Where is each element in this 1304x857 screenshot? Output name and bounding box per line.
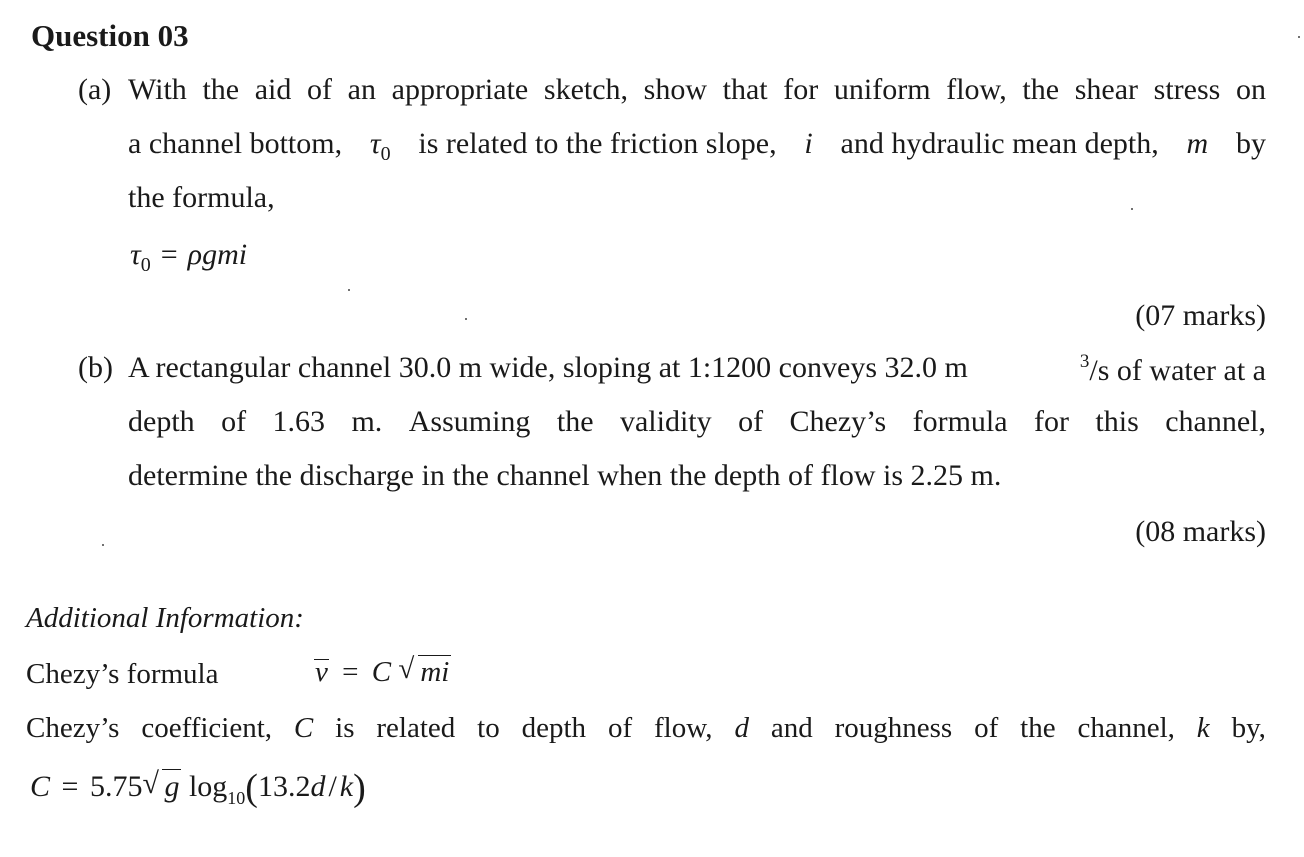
part-b-line-1-pre: A rectangular channel 30.0 m wide, sloping at 1:1200 conveys 32.0 m xyxy=(128,351,968,384)
friction-slope-symbol: i xyxy=(804,127,813,160)
word: that xyxy=(722,73,768,106)
word: to xyxy=(477,712,500,744)
word: roughness xyxy=(834,712,953,744)
part-a-line-2-mid2: and hydraulic mean depth, xyxy=(840,127,1159,160)
word: formula xyxy=(912,405,1008,438)
scan-speck xyxy=(465,318,467,320)
part-b-marks: (08 marks) xyxy=(1135,515,1266,548)
word: on xyxy=(1235,73,1266,106)
word: for xyxy=(783,73,819,106)
word: of xyxy=(738,405,764,438)
word: by, xyxy=(1231,712,1266,744)
sqrt-mi: √ mi xyxy=(398,653,450,688)
shear-stress-equation: $\tau_0 = \rho gmi$ xyxy=(130,238,248,276)
chezy-coefficient-line xyxy=(26,712,1266,745)
word: Chezy’s xyxy=(789,405,887,438)
word: shear xyxy=(1074,73,1138,106)
chezy-formula-label: Chezy’s formula xyxy=(26,658,219,690)
word: d xyxy=(734,712,749,744)
part-b-line-1 xyxy=(128,351,1266,388)
scan-speck xyxy=(348,289,350,291)
word: Chezy’s xyxy=(26,712,120,744)
word: an xyxy=(347,73,376,106)
word: depth xyxy=(521,712,587,744)
word: for xyxy=(1034,405,1069,438)
word: of xyxy=(974,712,999,744)
word: C xyxy=(293,712,314,744)
word: depth xyxy=(128,405,195,438)
word: this xyxy=(1095,405,1139,438)
scan-speck xyxy=(1131,208,1133,210)
part-a-line-2-pre: a channel bottom, xyxy=(128,127,343,160)
word: m. xyxy=(351,405,383,438)
part-b-line-2 xyxy=(128,405,1266,439)
word: 1.63 xyxy=(272,405,326,438)
part-a-label: (a) xyxy=(78,73,112,106)
chezy-formula: v = C √ mi xyxy=(315,653,450,688)
scan-speck xyxy=(102,544,104,546)
word: appropriate xyxy=(391,73,529,106)
scan-speck xyxy=(1298,36,1300,38)
tau-zero-symbol: $\tau_0$ xyxy=(369,127,391,165)
word: k xyxy=(1196,712,1210,744)
word: aid xyxy=(254,73,292,106)
part-a-line-1 xyxy=(128,73,1266,107)
word: stress xyxy=(1153,73,1221,106)
mean-depth-symbol: m xyxy=(1186,127,1209,160)
word: is xyxy=(335,712,355,744)
word: sketch, xyxy=(543,73,629,106)
part-a-marks: (07 marks) xyxy=(1135,299,1266,332)
part-b-label: (b) xyxy=(78,351,113,384)
question-heading: Question 03 xyxy=(31,18,189,53)
word: of xyxy=(221,405,247,438)
word: uniform xyxy=(833,73,931,106)
word: channel, xyxy=(1077,712,1175,744)
word: of xyxy=(307,73,333,106)
part-b-line-1-tail: $^3$/s of water at a xyxy=(1079,351,1266,387)
word: With xyxy=(128,73,187,106)
part-a-line-2-mid1: is related to the friction slope, xyxy=(418,127,777,160)
word: the xyxy=(556,405,594,438)
chezy-coefficient-formula: C = 5.75 √ g $\log_{10}(13.2d / k)$ xyxy=(30,767,366,809)
word: validity xyxy=(619,405,712,438)
word: Assuming xyxy=(408,405,531,438)
sqrt-g: √ g xyxy=(142,767,180,803)
part-b-line-3: determine the discharge in the channel when the depth of flow is 2.25 m. xyxy=(128,459,1002,492)
word: related xyxy=(376,712,456,744)
word: the xyxy=(1022,73,1060,106)
word: of xyxy=(607,712,633,744)
word: show xyxy=(643,73,708,106)
word: the xyxy=(202,73,240,106)
additional-info-title: Additional Information: xyxy=(26,602,304,634)
word: and xyxy=(770,712,813,744)
word: coefficient, xyxy=(141,712,273,744)
part-a-line-2-end: by xyxy=(1235,127,1266,160)
mean-velocity-symbol: v xyxy=(315,656,328,688)
word: channel, xyxy=(1165,405,1266,438)
part-a-line-2 xyxy=(128,127,1266,166)
part-a-line-3: the formula, xyxy=(128,181,275,214)
word: flow, xyxy=(654,712,713,744)
word: flow, xyxy=(946,73,1007,106)
word: the xyxy=(1020,712,1056,744)
